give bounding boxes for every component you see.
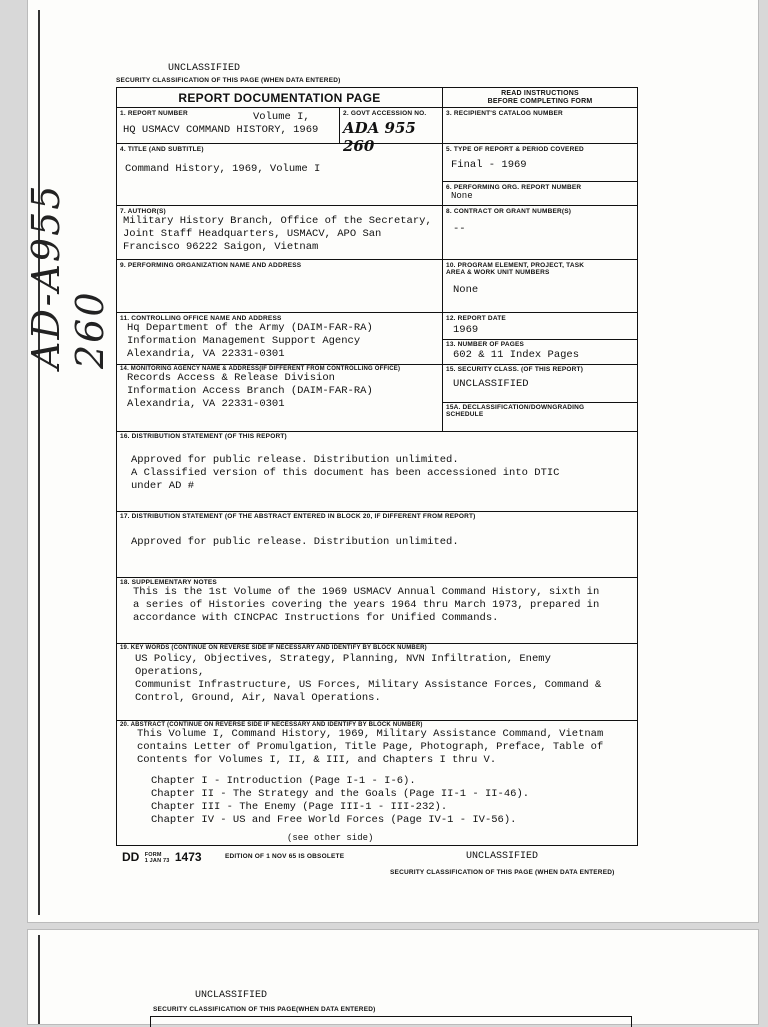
chapter-item: Chapter III - The Enemy (Page III-1 - III-232). [151, 801, 448, 813]
classification-bottom: UNCLASSIFIED [466, 851, 539, 862]
author-value: Military History Branch, Office of the Secretary, Joint Staff Headquarters, USMACV, APO San Francisco 96222 Saigon, Vietnam [123, 215, 432, 253]
contract-value: -- [453, 223, 466, 235]
report-date-value: 1969 [453, 324, 479, 336]
supplementary-value: This is the 1st Volume of the 1969 USMACV Annual Command History, sixth in a series of Histories covering the years 1964 thru March 1973, prepared in accordance with CINCPAC Instructions for Unified Commands. [133, 586, 600, 624]
performing-org-report-label: 6. PERFORMING ORG. REPORT NUMBER [446, 184, 582, 191]
chapter-list [151, 775, 637, 827]
program-element-cell [443, 260, 637, 313]
declassification-label: 15A. DECLASSIFICATION/DOWNGRADING SCHEDULE [446, 404, 585, 418]
govt-accession-label: 2. GOVT ACCESSION NO. [343, 110, 427, 117]
performing-org-report-cell [443, 182, 637, 206]
form-dd: DD [122, 850, 140, 864]
distribution-label: 16. DISTRIBUTION STATEMENT (OF THIS REPORT) [120, 433, 287, 440]
report-number-value: Volume I, HQ USMACV COMMAND HISTORY, 1969 [123, 111, 319, 136]
distribution-abstract-value: Approved for public release. Distribution unlimited. [131, 536, 459, 548]
distribution-cell [117, 432, 637, 512]
title-cell [117, 144, 443, 206]
chapter-item: Chapter IV - US and Free World Forces (Page IV-1 - IV-56). [151, 814, 517, 826]
monitoring-agency-label: 14. MONITORING AGENCY NAME & ADDRESS(IF DIFFERENT FROM CONTROLLING OFFICE) [120, 366, 401, 372]
security-class-label: 15. SECURITY CLASS. (OF THIS REPORT) [446, 366, 584, 373]
title-value: Command History, 1969, Volume I [125, 163, 321, 175]
edition-note: EDITION OF 1 NOV 65 IS OBSOLETE [225, 853, 345, 860]
performing-org-cell [117, 260, 443, 313]
author-cell [117, 206, 443, 260]
monitoring-agency-cell [117, 365, 443, 432]
number-pages-label: 13. NUMBER OF PAGES [446, 341, 525, 348]
recipient-catalog-cell [443, 108, 637, 144]
program-element-value: None [453, 284, 479, 296]
report-number-label: 1. REPORT NUMBER [120, 110, 188, 117]
type-report-label: 5. TYPE OF REPORT & PERIOD COVERED [446, 146, 584, 153]
report-date-cell [443, 313, 637, 340]
number-pages-cell [443, 340, 637, 365]
report-documentation-form [116, 87, 638, 846]
handwritten-accession-number [24, 120, 112, 369]
monitoring-agency-value: Records Access & Release Division Information Access Branch (DAIM-FAR-RA) Alexandria, VA 22331-0301 [127, 372, 373, 410]
supplementary-cell [117, 578, 637, 644]
performing-org-label: 9. PERFORMING ORGANIZATION NAME AND ADDRESS [120, 262, 302, 269]
abstract-cell [117, 721, 637, 845]
classification-top: UNCLASSIFIED [168, 63, 241, 74]
key-words-label: 19. KEY WORDS (CONTINUE ON REVERSE SIDE IF NECESSARY AND IDENTIFY BY BLOCK NUMBER) [120, 645, 427, 651]
chapter-item: Chapter I - Introduction (Page I-1 - I-6). [151, 775, 416, 787]
abstract-value: This Volume I, Command History, 1969, Military Assistance Command, Vietnam contains Letter of Promulgation, Title Page, Photograph, Preface, Table of Contents for Volumes I, II, & III, and Chapters I thru V. [137, 728, 604, 766]
document-page-2 [28, 930, 758, 1024]
form-date: FORM 1 JAN 73 [144, 851, 170, 864]
form-number: 1473 [174, 850, 202, 864]
report-number-cell [117, 108, 340, 144]
distribution-abstract-label: 17. DISTRIBUTION STATEMENT (OF THE ABSTRACT ENTERED IN BLOCK 20, IF DIFFERENT FROM REPORT) [120, 513, 476, 520]
controlling-office-value: Hq Department of the Army (DAIM-FAR-RA) Information Management Support Agency Alexandria, VA 22331-0301 [127, 322, 373, 360]
abstract-label: 20. ABSTRACT (CONTINUE ON REVERSE SIDE IF NECESSARY AND IDENTIFY BY BLOCK NUMBER) [120, 722, 423, 728]
contract-label: 8. CONTRACT OR GRANT NUMBER(S) [446, 208, 572, 215]
security-class-value: UNCLASSIFIED [453, 378, 529, 390]
key-words-value: US Policy, Objectives, Strategy, Planning, NVN Infiltration, Enemy Operations, Communist Infrastructure, US Forces, Military Assistance Forces, Command & Control, Ground, Air, Naval Operations. [135, 653, 602, 704]
author-label: 7. AUTHOR(S) [120, 208, 166, 215]
supplementary-label: 18. SUPPLEMENTARY NOTES [120, 579, 217, 586]
controlling-office-label: 11. CONTROLLING OFFICE NAME AND ADDRESS [120, 315, 282, 322]
govt-accession-cell [340, 108, 443, 155]
page-binding-line [38, 935, 40, 1024]
distribution-value: Approved for public release. Distribution unlimited. A Classified version of this document has been accessioned into DTIC under AD # [131, 454, 560, 492]
security-class-cell [443, 365, 637, 403]
govt-accession-value: ADA 955 260 [343, 119, 416, 155]
read-instructions-cell [443, 88, 637, 108]
chapter-item: Chapter II - The Strategy and the Goals (Page II-1 - II-46). [151, 788, 530, 800]
type-report-cell [443, 144, 637, 182]
security-classification-footer: SECURITY CLASSIFICATION OF THIS PAGE (WHEN DATA ENTERED) [390, 869, 615, 876]
form-dd-label [122, 850, 202, 864]
recipient-catalog-label: 3. RECIPIENT'S CATALOG NUMBER [446, 110, 563, 117]
type-report-value: Final - 1969 [451, 159, 527, 171]
page2-classification: UNCLASSIFIED [195, 990, 268, 1001]
key-words-cell [117, 644, 637, 721]
page2-security-line: SECURITY CLASSIFICATION OF THIS PAGE(WHEN DATA ENTERED) [153, 1006, 376, 1013]
report-date-label: 12. REPORT DATE [446, 315, 506, 322]
read-instructions: READ INSTRUCTIONS BEFORE COMPLETING FORM [487, 90, 593, 105]
contract-cell [443, 206, 637, 260]
declassification-cell [443, 403, 637, 432]
handwritten-text: AD-A955 260 [24, 183, 112, 369]
performing-org-report-value: None [451, 191, 473, 201]
program-element-label: 10. PROGRAM ELEMENT, PROJECT, TASK AREA & WORK UNIT NUMBERS [446, 262, 585, 276]
number-pages-value: 602 & 11 Index Pages [453, 349, 580, 361]
page2-form-border [150, 1016, 632, 1027]
security-classification-line: SECURITY CLASSIFICATION OF THIS PAGE (WHEN DATA ENTERED) [116, 77, 341, 84]
see-other-side: (see other side) [287, 833, 374, 843]
form-title-cell [117, 88, 443, 108]
distribution-abstract-cell [117, 512, 637, 578]
form-title: REPORT DOCUMENTATION PAGE [178, 91, 381, 105]
controlling-office-cell [117, 313, 443, 365]
title-label: 4. TITLE (AND SUBTITLE) [120, 146, 204, 153]
